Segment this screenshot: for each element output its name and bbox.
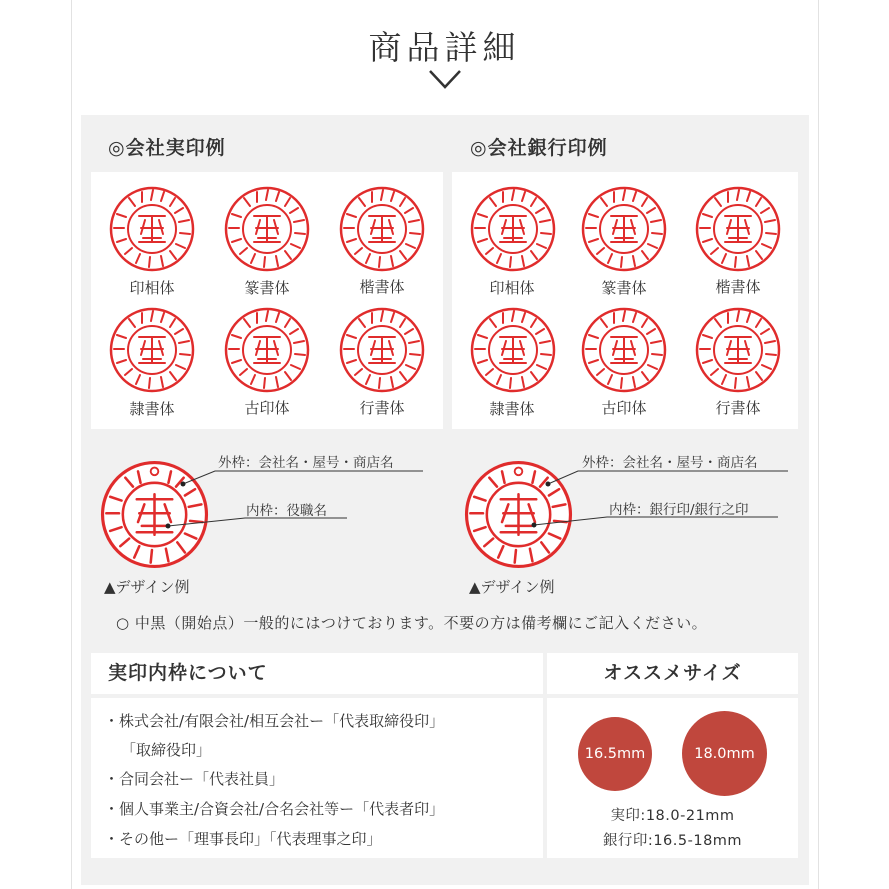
style-label: 篆書体 — [244, 279, 290, 297]
recommend-heading: オススメサイズ — [547, 653, 798, 694]
inner-frame-item: ・合同会社ー「代表社員」 — [104, 770, 285, 788]
size-circle-small: 16.5mm — [578, 717, 652, 791]
style-label: 篆書体 — [601, 279, 647, 297]
style-label: 古印体 — [601, 399, 647, 417]
design-caption-right: ▲デザイン例 — [469, 578, 555, 596]
ginko-size: 銀行印:16.5-18mm — [602, 833, 743, 849]
style-label: 印相体 — [489, 279, 535, 297]
style-label: 行書体 — [715, 399, 761, 417]
inner-frame-item: ・その他ー「理事長印」「代表理事之印」 — [104, 830, 382, 848]
style-label: 楷書体 — [715, 278, 761, 296]
outer-frame-label-left: 外枠：会社名・屋号・商店名 — [218, 455, 394, 471]
style-label: 印相体 — [129, 279, 175, 297]
inner-frame-label-right: 内枠：銀行印/銀行之印 — [609, 502, 749, 518]
outer-frame-label-right: 外枠：会社名・屋号・商店名 — [582, 455, 758, 471]
page-title: 商品詳細 — [368, 28, 521, 67]
style-label: 隷書体 — [129, 400, 175, 418]
jitsuin-heading: ◎会社実印例 — [108, 137, 226, 159]
style-label: 行書体 — [359, 399, 405, 417]
style-label: 隷書体 — [489, 400, 535, 418]
style-label: 楷書体 — [359, 278, 405, 296]
inner-frame-heading: 実印内枠について — [91, 653, 543, 694]
size-circle-large: 18.0mm — [682, 711, 767, 796]
style-label: 古印体 — [244, 399, 290, 417]
design-caption-left: ▲デザイン例 — [104, 578, 190, 596]
inner-frame-item: 「取締役印」 — [121, 741, 212, 759]
nakaguro-note: ○ 中黒（開始点）一般的にはつけております。不要の方は備考欄にご記入ください。 — [116, 614, 708, 632]
inner-frame-item: ・個人事業主/合資会社/合名会社等ー「代表者印」 — [104, 800, 445, 818]
inner-frame-label-left: 内枠：役職名 — [246, 503, 327, 519]
ginko-heading: ◎会社銀行印例 — [470, 137, 608, 159]
jitsuin-size: 実印:18.0-21mm — [610, 808, 735, 824]
inner-frame-item: ・株式会社/有限会社/相互会社ー「代表取締役印」 — [104, 712, 445, 730]
